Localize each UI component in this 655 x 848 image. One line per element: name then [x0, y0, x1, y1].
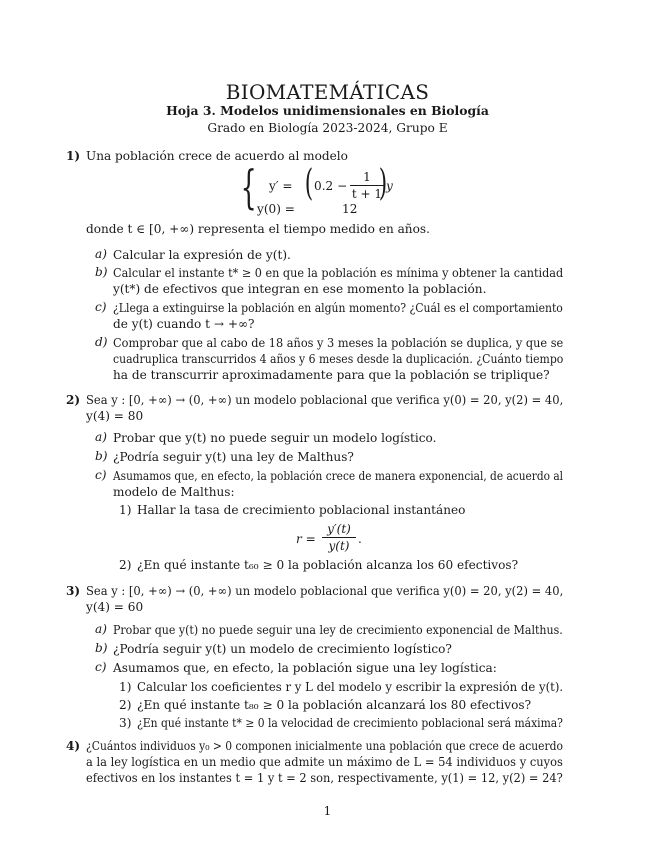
item-2a-label: a): [95, 430, 107, 444]
problem-1-number: 1): [66, 149, 81, 163]
paren-open: (: [304, 163, 314, 204]
problem-4-line-3: efectivos en los instantes t = 1 y t = 2 son, respectivamente, y(1) = 12, y(2) = 24?: [86, 771, 563, 785]
sub-2c1-label: 1): [119, 503, 132, 517]
eq1-term: 0.2 −: [314, 179, 348, 193]
problem-2-line-1: Sea y : [0, +∞) → (0, +∞) un modelo poblacional que verifica y(0) = 20, y(2) = 40,: [86, 393, 564, 407]
system-brace: {: [240, 160, 257, 214]
problem-2-line-2: y(4) = 80: [86, 409, 144, 423]
eq1-fraction-num: 1: [363, 170, 371, 184]
sub-2c1-text: Hallar la tasa de crecimiento poblacional instantáneo: [137, 503, 466, 517]
formula-fraction: [322, 522, 356, 553]
item-3a-text: Probar que y(t) no puede seguir una ley de crecimiento exponencial de Malthus.: [113, 623, 563, 637]
page-number: 1: [323, 804, 332, 818]
item-1a-label: a): [95, 247, 107, 261]
item-2c-label: c): [95, 468, 107, 482]
problem-4-number: 4): [66, 739, 81, 753]
item-1d-label: d): [95, 335, 108, 349]
item-3c-text: Asumamos que, en efecto, la población sigue una ley logística:: [113, 661, 497, 675]
formula-dot: .: [358, 532, 362, 546]
document-subtitle: Hoja 3. Modelos unidimensionales en Biología: [166, 103, 489, 118]
item-3c-label: c): [95, 660, 107, 674]
problem-3-number: 3): [66, 584, 81, 598]
growth-rate-formula: [296, 520, 386, 560]
sub-3c2-text: ¿En qué instante t₈₀ ≥ 0 la población alcanzará los 80 efectivos?: [137, 698, 532, 712]
eq1-lhs: y′ =: [269, 179, 293, 193]
item-1d-line-2: cuadruplica transcurridos 4 años y 6 meses desde la duplicación. ¿Cuánto tiempo: [113, 352, 564, 366]
paren-close: ): [378, 163, 388, 204]
item-1c-line-2: de y(t) cuando t → +∞?: [113, 317, 255, 331]
item-2b-label: b): [95, 449, 108, 463]
problem-2-number: 2): [66, 393, 81, 407]
problem-4-line-2: a la ley logística en un medio que admite un máximo de L = 54 individuos y cuyos: [86, 755, 563, 769]
item-3a-label: a): [95, 622, 107, 636]
course-line: Grado en Biología 2023-2024, Grupo E: [207, 121, 448, 135]
item-1b-line-2: y(t*) de efectivos que integran en ese momento la población.: [113, 282, 487, 296]
item-1c-label: c): [95, 300, 107, 314]
problem-3-line-2: y(4) = 60: [86, 600, 144, 614]
formula-den: y(t): [328, 539, 350, 553]
item-1d-line-1: Comprobar que al cabo de 18 años y 3 meses la población se duplica, y que se: [113, 336, 564, 350]
eq1-y: y: [386, 179, 393, 193]
eq2-lhs: y(0) =: [257, 202, 295, 216]
formula-lhs: r =: [296, 532, 316, 546]
item-3b-label: b): [95, 641, 108, 655]
document-title: BIOMATEMÁTICAS: [225, 80, 430, 104]
item-2a-text: Probar que y(t) no puede seguir un modelo logístico.: [113, 431, 437, 445]
item-2c-line-1: Asumamos que, en efecto, la población crece de manera exponencial, de acuerdo al: [113, 469, 564, 483]
item-3b-text: ¿Podría seguir y(t) un modelo de crecimiento logístico?: [113, 642, 452, 656]
item-1c-line-1: ¿Llega a extinguirse la población en algún momento? ¿Cuál es el comportamiento: [113, 301, 563, 315]
sub-3c3-label: 3): [119, 716, 132, 730]
item-2b-text: ¿Podría seguir y(t) una ley de Malthus?: [113, 450, 354, 464]
eq1-fraction-den: t + 1: [351, 187, 383, 201]
formula-num: y′(t): [327, 522, 351, 536]
sub-3c3-text: ¿En qué instante t* ≥ 0 la velocidad de crecimiento poblacional será máxima?: [137, 716, 563, 730]
problem-1-after: donde t ∈ [0, +∞) representa el tiempo medido en años.: [86, 222, 430, 236]
differential-system: [240, 160, 440, 216]
problem-1-intro: Una población crece de acuerdo al modelo: [86, 149, 348, 163]
item-1d-line-3: ha de transcurrir aproximadamente para que la población se triplique?: [113, 368, 550, 382]
item-2c-line-2: modelo de Malthus:: [113, 485, 235, 499]
item-1a-text: Calcular la expresión de y(t).: [113, 248, 291, 262]
eq2-rhs: 12: [342, 202, 358, 216]
item-1b-label: b): [95, 265, 108, 279]
sub-3c1-label: 1): [119, 680, 132, 694]
sub-3c2-label: 2): [119, 698, 132, 712]
item-1b-line-1: Calcular el instante t* ≥ 0 en que la población es mínima y obtener la cantidad: [113, 266, 564, 280]
sub-3c1-text: Calcular los coeficientes r y L del modelo y escribir la expresión de y(t).: [137, 680, 564, 694]
problem-3-line-1: Sea y : [0, +∞) → (0, +∞) un modelo poblacional que verifica y(0) = 20, y(2) = 40,: [86, 584, 564, 598]
fraction-bar: [322, 537, 356, 538]
problem-4-line-1: ¿Cuántos individuos y₀ > 0 componen inicialmente una población que crece de acuerdo: [86, 739, 563, 753]
sub-2c2-text: ¿En qué instante t₆₀ ≥ 0 la población alcanza los 60 efectivos?: [137, 558, 519, 572]
sub-2c2-label: 2): [119, 558, 132, 572]
